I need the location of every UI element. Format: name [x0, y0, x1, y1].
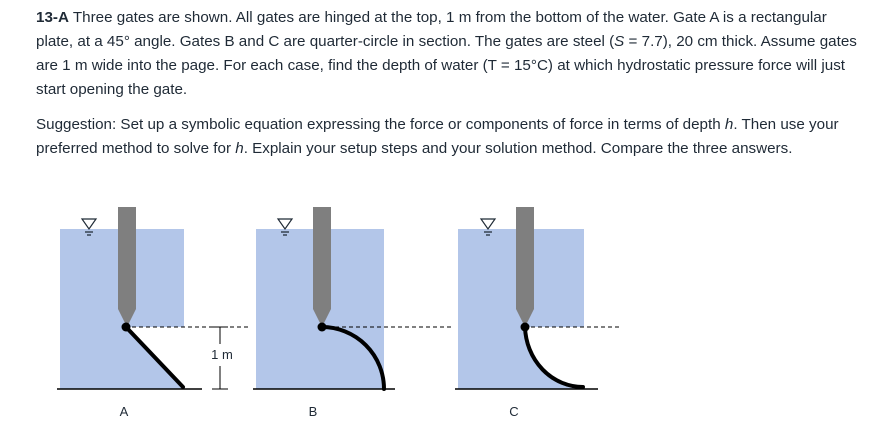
depth-variable: h — [235, 140, 244, 157]
wall — [313, 207, 331, 309]
problem-label: 13-A — [36, 9, 69, 26]
hinge — [122, 323, 131, 332]
gate-a-diagram — [57, 207, 250, 419]
hinge — [521, 323, 530, 332]
gate-b-label: B — [308, 404, 318, 419]
wall — [516, 207, 534, 309]
problem-text-part-1: Three gates are shown. All gates are hinged at the top, 1 m from the bottom of the water. Gate A is a rectangular plate, at a 45° angle. Gates B and C are quarter-circle in section. The gates are steel ( — [36, 9, 827, 50]
gate-c-label: C — [509, 404, 519, 419]
gate-c-diagram — [455, 207, 621, 419]
suggestion-text-part-1: Suggestion: Set up a symbolic equation expressing the force or components of force in terms of depth — [36, 116, 725, 133]
wall — [118, 207, 136, 309]
gates-figure — [0, 196, 876, 438]
problem-statement — [36, 6, 866, 102]
hinge — [318, 323, 327, 332]
dimension-label: 1 m — [211, 347, 233, 362]
specific-gravity-symbol: S — [614, 33, 625, 50]
suggestion-text-part-3: . Explain your setup steps and your solution method. Compare the three answers. — [243, 140, 793, 157]
depth-variable: h — [724, 116, 734, 133]
suggestion-paragraph — [36, 113, 866, 161]
gate-b-diagram — [253, 207, 454, 419]
suggestion-text-part-2: . Then use your preferred method to solve for — [36, 116, 839, 157]
gate-a-label: A — [119, 404, 129, 419]
problem-text-part-2: = 7.7), 20 cm thick. Assume gates are 1 m wide into the page. For each case, find the depth of water (T = 15°C) at which hydrostatic pressure force will just start opening the gate. — [36, 33, 857, 98]
